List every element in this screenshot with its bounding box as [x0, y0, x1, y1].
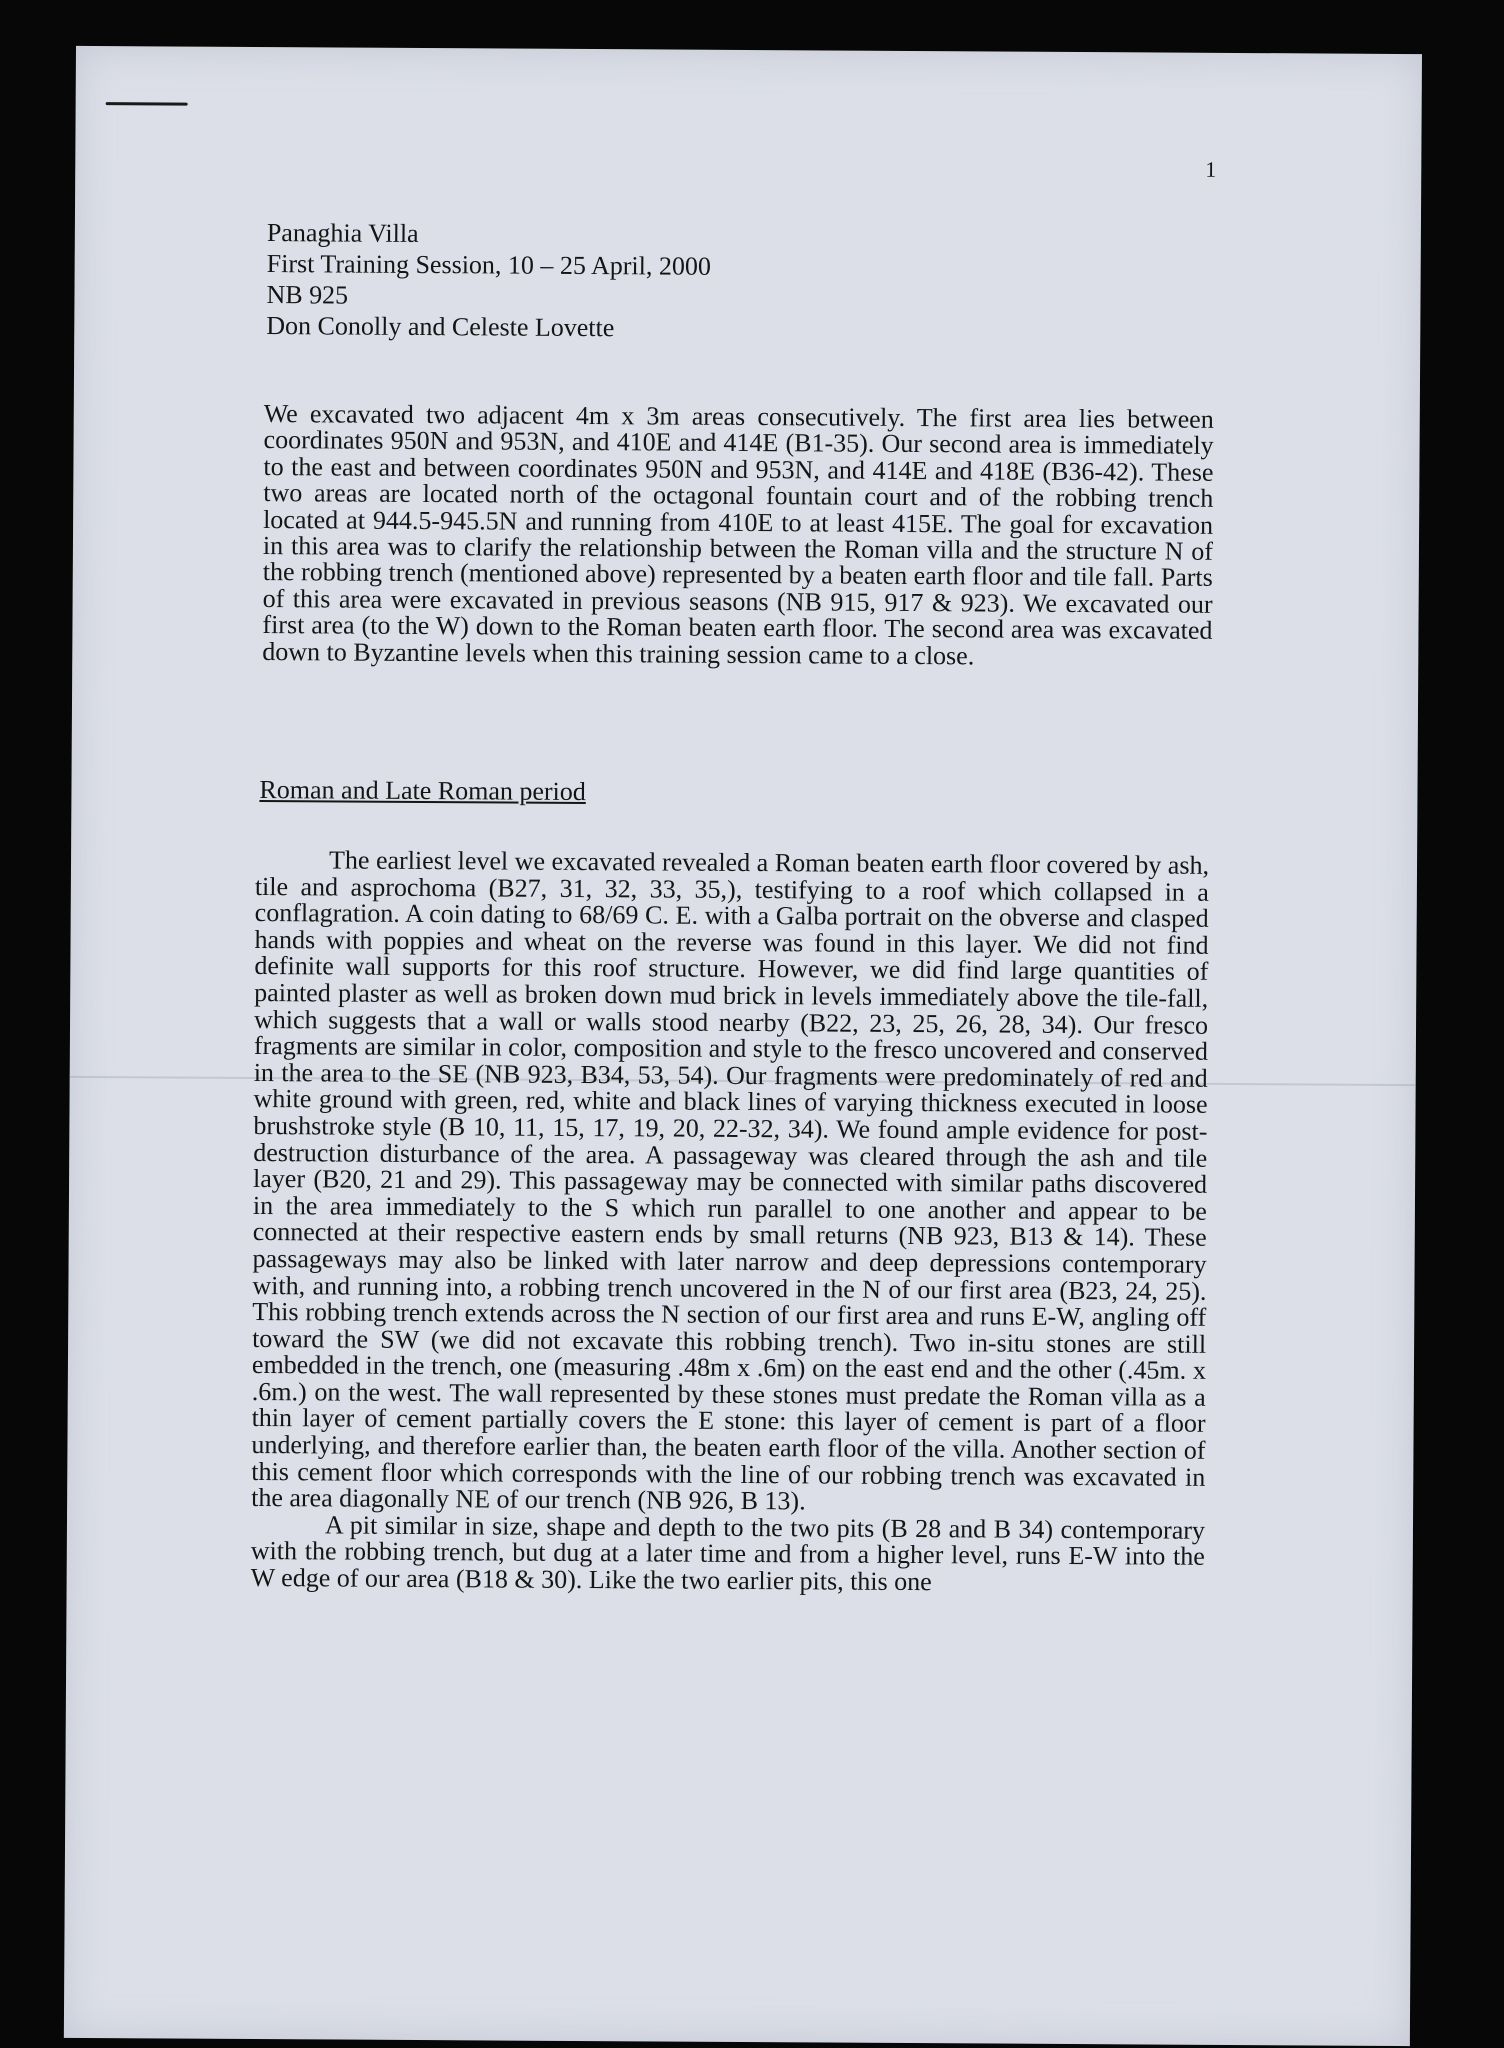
site-title: Panaghia Villa — [266, 218, 419, 248]
document-header — [266, 217, 711, 344]
authors-line: Don Conolly and Celeste Lovette — [266, 311, 615, 343]
roman-section-body — [251, 847, 1210, 1597]
intro-paragraph: We excavated two adjacent 4m x 3m areas consecutively. The first area lies between coordinates 950N and 953N, and 410E and 414E (B1-35). Our second area is immediately to the east and between coordinates 950N and 953N, and 414E and 418E (B36-42). These two areas are located north of the octagonal fountain court and of the robbing trench located at 944.5-945.5N and running from 410E to at least 415E. The goal for excavation in this area was to clarify the relationship between the Roman villa and the structure N of the robbing trench (mentioned above) represented by a beaten earth floor and tile fall. Parts of this area were excavated in previous seasons (NB 915, 917 & 923). We excavated our first area (to the W) down to the Roman beaten earth floor. The second area was excavated down to Byzantine levels when this training session came to a close. — [262, 399, 1214, 671]
body-paragraph: A pit similar in size, shape and depth to the two pits (B 28 and B 34) contemporary with the robbing trench, but dug at a later time and from a higher level, runs E-W into the W edge of our area (B18 & 30). Like the two earlier pits, this one — [250, 1510, 1206, 1597]
pen-mark — [106, 102, 188, 106]
document-page — [64, 46, 1422, 2046]
intro-section — [262, 401, 1214, 671]
section-heading: Roman and Late Roman period — [259, 775, 586, 807]
session-line: First Training Session, 10 – 25 April, 2000 — [266, 249, 712, 281]
page-number: 1 — [1205, 156, 1217, 182]
notebook-number: NB 925 — [266, 280, 349, 310]
body-paragraph: The earliest level we excavated revealed a Roman beaten earth floor covered by ash, tile and asprochoma (B27, 31, 32, 33, 35,), testifying to a roof which collapsed in a conflagration. A coin dating to 68/69 C. E. with a Galba portrait on the obverse and clasped hands with poppies and wheat on the reverse was found in this layer. We did not find definite wall supports for this roof structure. However, we did find large quantities of painted plaster as well as broken down mud brick in levels immediately above the tile-fall, which suggests that a wall or walls stood nearby (B22, 23, 25, 26, 28, 34). Our fresco fragments are similar in color, composition and style to the fresco uncovered and conserved in the area to the SE (NB 923, B34, 53, 54). Our fragments were predominately of red and white ground with green, red, white and black lines of varying thickness executed in loose brushstroke style (B 10, 11, 15, 17, 19, 20, 22-32, 34). We found ample evidence for post-destruction disturbance of the area. A passageway was cleared through the ash and tile layer (B20, 21 and 29). This passageway may be connected with similar paths discovered in the area immediately to the S which run parallel to one another and appear to be connected at their respective eastern ends by small returns (NB 923, B13 & 14). These passageways may also be linked with later narrow and deep depressions contemporary with, and running into, a robbing trench uncovered in the N of our first area (B23, 24, 25). This robbing trench extends across the N section of our first area and runs E-W, angling off toward the SW (we did not excavate this robbing trench). Two in-situ stones are still embedded in the trench, one (measuring .48m x .6m) on the east end and the other (.45m. x .6m.) on the west. The wall represented by these stones must predate the Roman villa as a thin layer of cement partially covers the E stone: this layer of cement is part of a floor underlying, and therefore earlier than, the beaten earth floor of the villa. Another section of this cement floor which corresponds with the line of our robbing trench was excavated in the area diagonally NE of our trench (NB 926, B 13). — [251, 845, 1210, 1516]
